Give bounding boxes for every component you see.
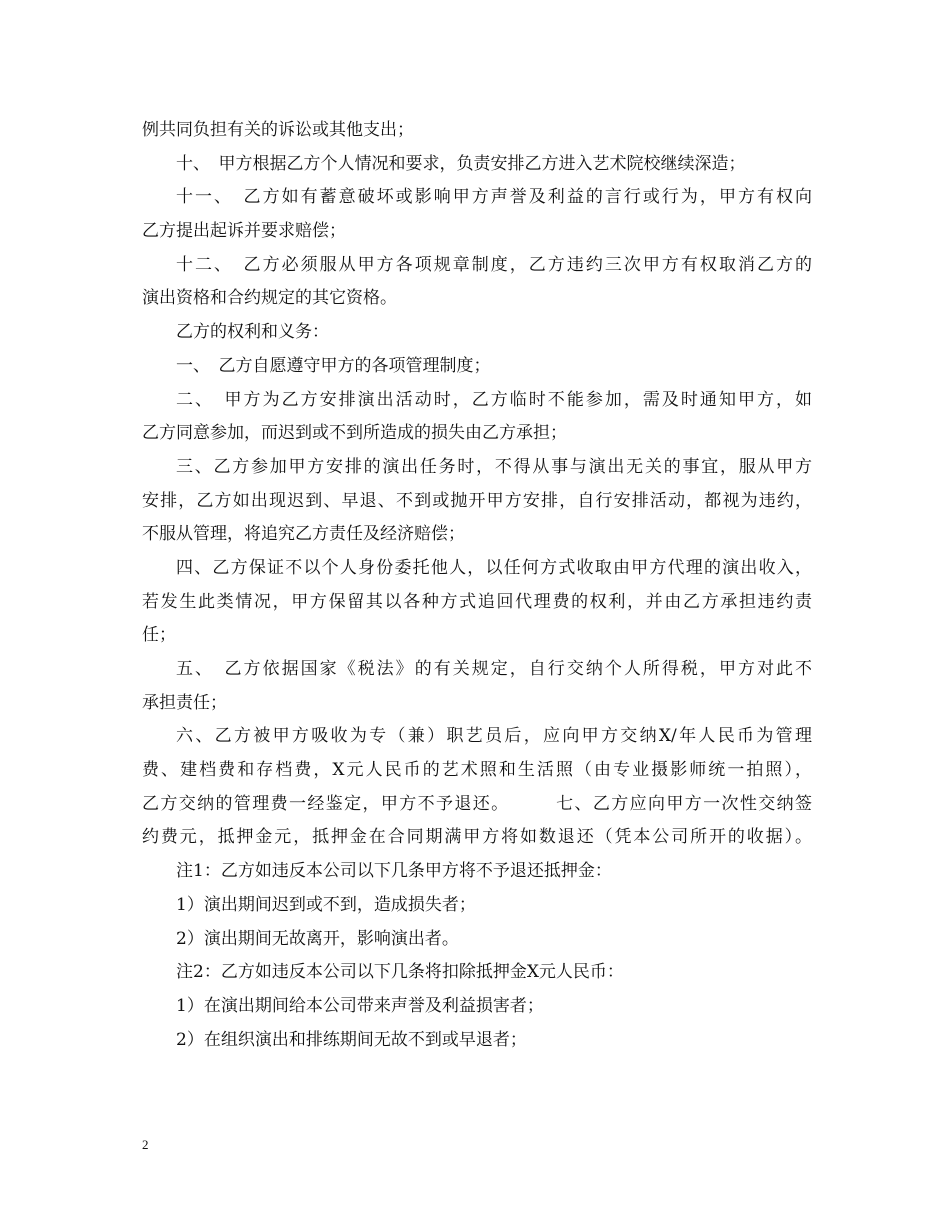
text-line: 乙方提出起诉并要求赔偿；: [142, 221, 346, 242]
page-number: 2: [142, 1137, 149, 1152]
text-line: 一、 乙方自愿遵守甲方的各项管理制度；: [176, 355, 491, 376]
text-line: 演出资格和合约规定的其它资格。: [142, 288, 397, 309]
text-line: 乙方的权利和义务：: [176, 322, 329, 343]
text-line: 六、乙方被甲方吸收为专（兼）职艺员后，应向甲方交纳X/年人民币为管理: [176, 726, 812, 747]
document-body: [142, 114, 812, 1057]
text-line: 四、乙方保证不以个人身份委托他人，以任何方式收取由甲方代理的演出收入，: [176, 557, 812, 578]
text-line: 注1：乙方如违反本公司以下几条甲方将不予退还抵押金：: [176, 861, 612, 882]
text-line: 费、建档费和存档费，X元人民币的艺术照和生活照（由专业摄影师统一拍照），: [142, 760, 812, 781]
text-line: 不服从管理，将追究乙方责任及经济赔偿；: [142, 524, 465, 545]
text-line: 十一、 乙方如有蓄意破坏或影响甲方声誉及利益的言行或行为，甲方有权向: [176, 187, 812, 208]
text-line: 1）在演出期间给本公司带来声誉及利益损害者；: [176, 995, 544, 1016]
text-line: 约费元，抵押金元，抵押金在合同期满甲方将如数退还（凭本公司所开的收据）。: [142, 827, 812, 848]
text-line: 承担责任；: [142, 692, 227, 713]
text-line: 十、 甲方根据乙方个人情况和要求，负责安排乙方进入艺术院校继续深造；: [176, 153, 746, 174]
text-line: 三、乙方参加甲方安排的演出任务时，不得从事与演出无关的事宜，服从甲方: [176, 456, 812, 477]
text-line: 五、 乙方依据国家《税法》的有关规定，自行交纳个人所得税，甲方对此不: [176, 659, 812, 679]
text-line: 1）演出期间迟到或不到，造成损失者；: [176, 894, 476, 915]
text-line: 例共同负担有关的诉讼或其他支出；: [142, 120, 414, 140]
text-line: 二、 甲方为乙方安排演出活动时，乙方临时不能参加，需及时通知甲方，如: [176, 389, 812, 410]
text-line: 2）在组织演出和排练期间无故不到或早退者；: [176, 1029, 527, 1050]
text-line: 十二、 乙方必须服从甲方各项规章制度，乙方违约三次甲方有权取消乙方的: [176, 254, 812, 275]
text-line: 若发生此类情况，甲方保留其以各种方式追回代理费的权利，并由乙方承担违约责: [142, 591, 812, 612]
text-line: 任；: [142, 625, 176, 646]
text-line: 2）演出期间无故离开，影响演出者。: [176, 928, 459, 949]
text-line: 安排，乙方如出现迟到、早退、不到或抛开甲方安排，自行安排活动，都视为违约，: [142, 490, 812, 511]
text-line: 乙方同意参加，而迟到或不到所造成的损失由乙方承担；: [142, 423, 567, 444]
text-line: 乙方交纳的管理费一经鉴定，甲方不予退还。 七、乙方应向甲方一次性交纳签: [142, 793, 812, 814]
text-line: 注2：乙方如违反本公司以下几条将扣除抵押金X元人民币：: [176, 962, 624, 983]
